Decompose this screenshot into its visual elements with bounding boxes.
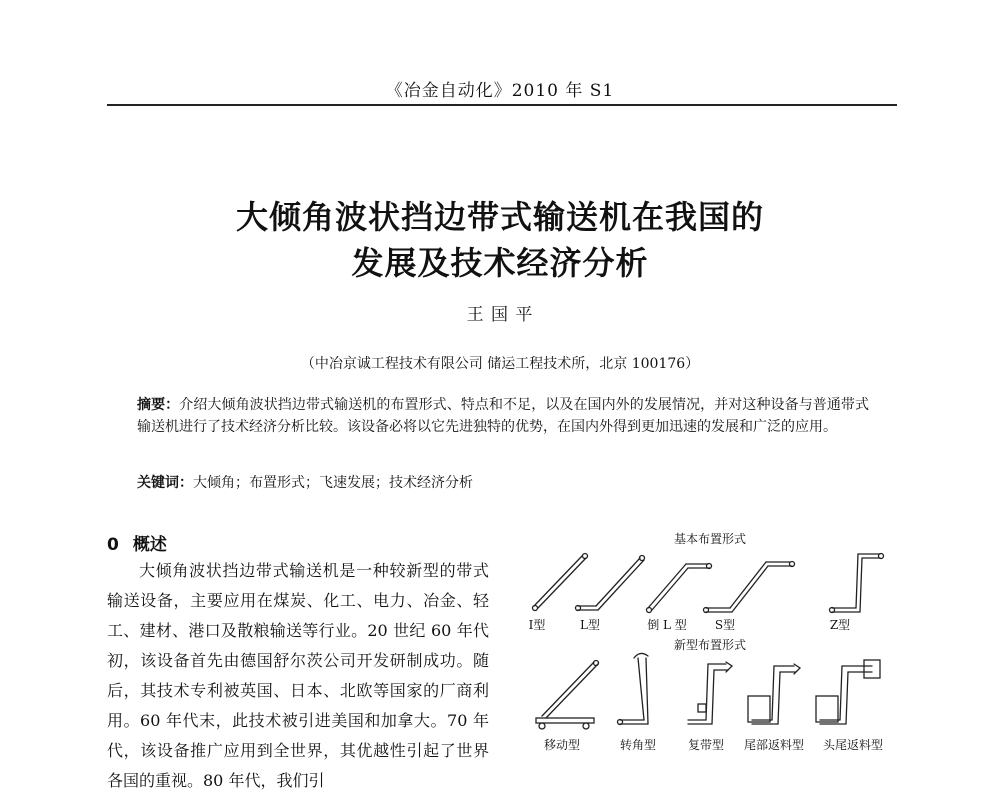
author: 王 国 平 <box>466 305 534 325</box>
basic-label-i: I型 <box>528 618 546 632</box>
basic-layout-title: 基本布置形式 <box>673 532 746 546</box>
paper-title-line-1: 大倾角波状挡边带式输送机在我国的 <box>235 198 764 236</box>
new-label-double-belt: 复带型 <box>687 738 724 752</box>
journal-header: 《冶金自动化》2010 年 S1 <box>385 81 615 101</box>
basic-label-l: L型 <box>580 618 600 632</box>
keywords <box>137 472 869 492</box>
l-type-diagram <box>576 556 645 611</box>
body-paragraph: 大倾角波状挡边带式输送机是一种较新型的带式输送设备，主要应用在煤炭、化工、电力、冶金、轻工、建材、港口及散粮输送等行业。20 世纪 60 年代初，该设备首先由德国舒尔茨公司开发研制成功。随后，其技术专利被英国、日本、北欧等国家的厂商利用。60 年代末，此技术被引进美国和加拿大。70 年代，该设备推广应用到全世界，其优越性引起了世界各国的重视。80 年代，我们引 <box>107 561 489 790</box>
section-number: 0 <box>107 535 119 555</box>
head-tail-return-type-diagram <box>816 660 880 724</box>
new-label-tail-return: 尾部返料型 <box>743 738 804 752</box>
header-rule <box>107 104 897 106</box>
inverted-l-type-diagram <box>647 564 712 613</box>
new-label-mobile: 移动型 <box>543 738 580 752</box>
double-belt-type-diagram <box>688 662 732 724</box>
z-type-diagram <box>830 554 884 613</box>
new-label-turning: 转角型 <box>619 738 656 752</box>
keywords-text: 大倾角；布置形式；飞速发展；技术经济分析 <box>193 475 473 491</box>
abstract-label: 摘要： <box>137 397 180 413</box>
abstract <box>137 394 869 438</box>
tail-return-type-diagram <box>748 664 800 724</box>
basic-label-s: S型 <box>714 618 736 632</box>
section-heading <box>107 530 167 555</box>
s-type-diagram <box>704 562 795 613</box>
abstract-text: 介绍大倾角波状挡边带式输送机的布置形式、特点和不足，以及在国内外的发展情况，并对这种设备与普通带式输送机进行了技术经济分析比较。该设备必将以它先进独特的优势，在国内外得到更加迅速的发展和广泛的应用。 <box>137 397 870 435</box>
section-title: 概述 <box>132 535 167 555</box>
keywords-label: 关键词： <box>137 475 193 491</box>
paper-title-line-2: 发展及技术经济分析 <box>351 244 649 282</box>
basic-label-inverted-l: 倒 L 型 <box>647 618 687 632</box>
affiliation: （中冶京诚工程技术有限公司 储运工程技术所，北京 100176） <box>300 356 700 372</box>
new-label-head-tail-return: 头尾返料型 <box>822 738 883 752</box>
i-type-diagram <box>533 554 588 611</box>
section-body <box>107 556 489 790</box>
basic-label-z: Z型 <box>829 618 851 632</box>
layout-figure <box>520 526 900 760</box>
new-layout-title: 新型布置形式 <box>673 638 746 652</box>
mobile-type-diagram <box>536 661 599 730</box>
turning-type-diagram <box>618 653 649 724</box>
